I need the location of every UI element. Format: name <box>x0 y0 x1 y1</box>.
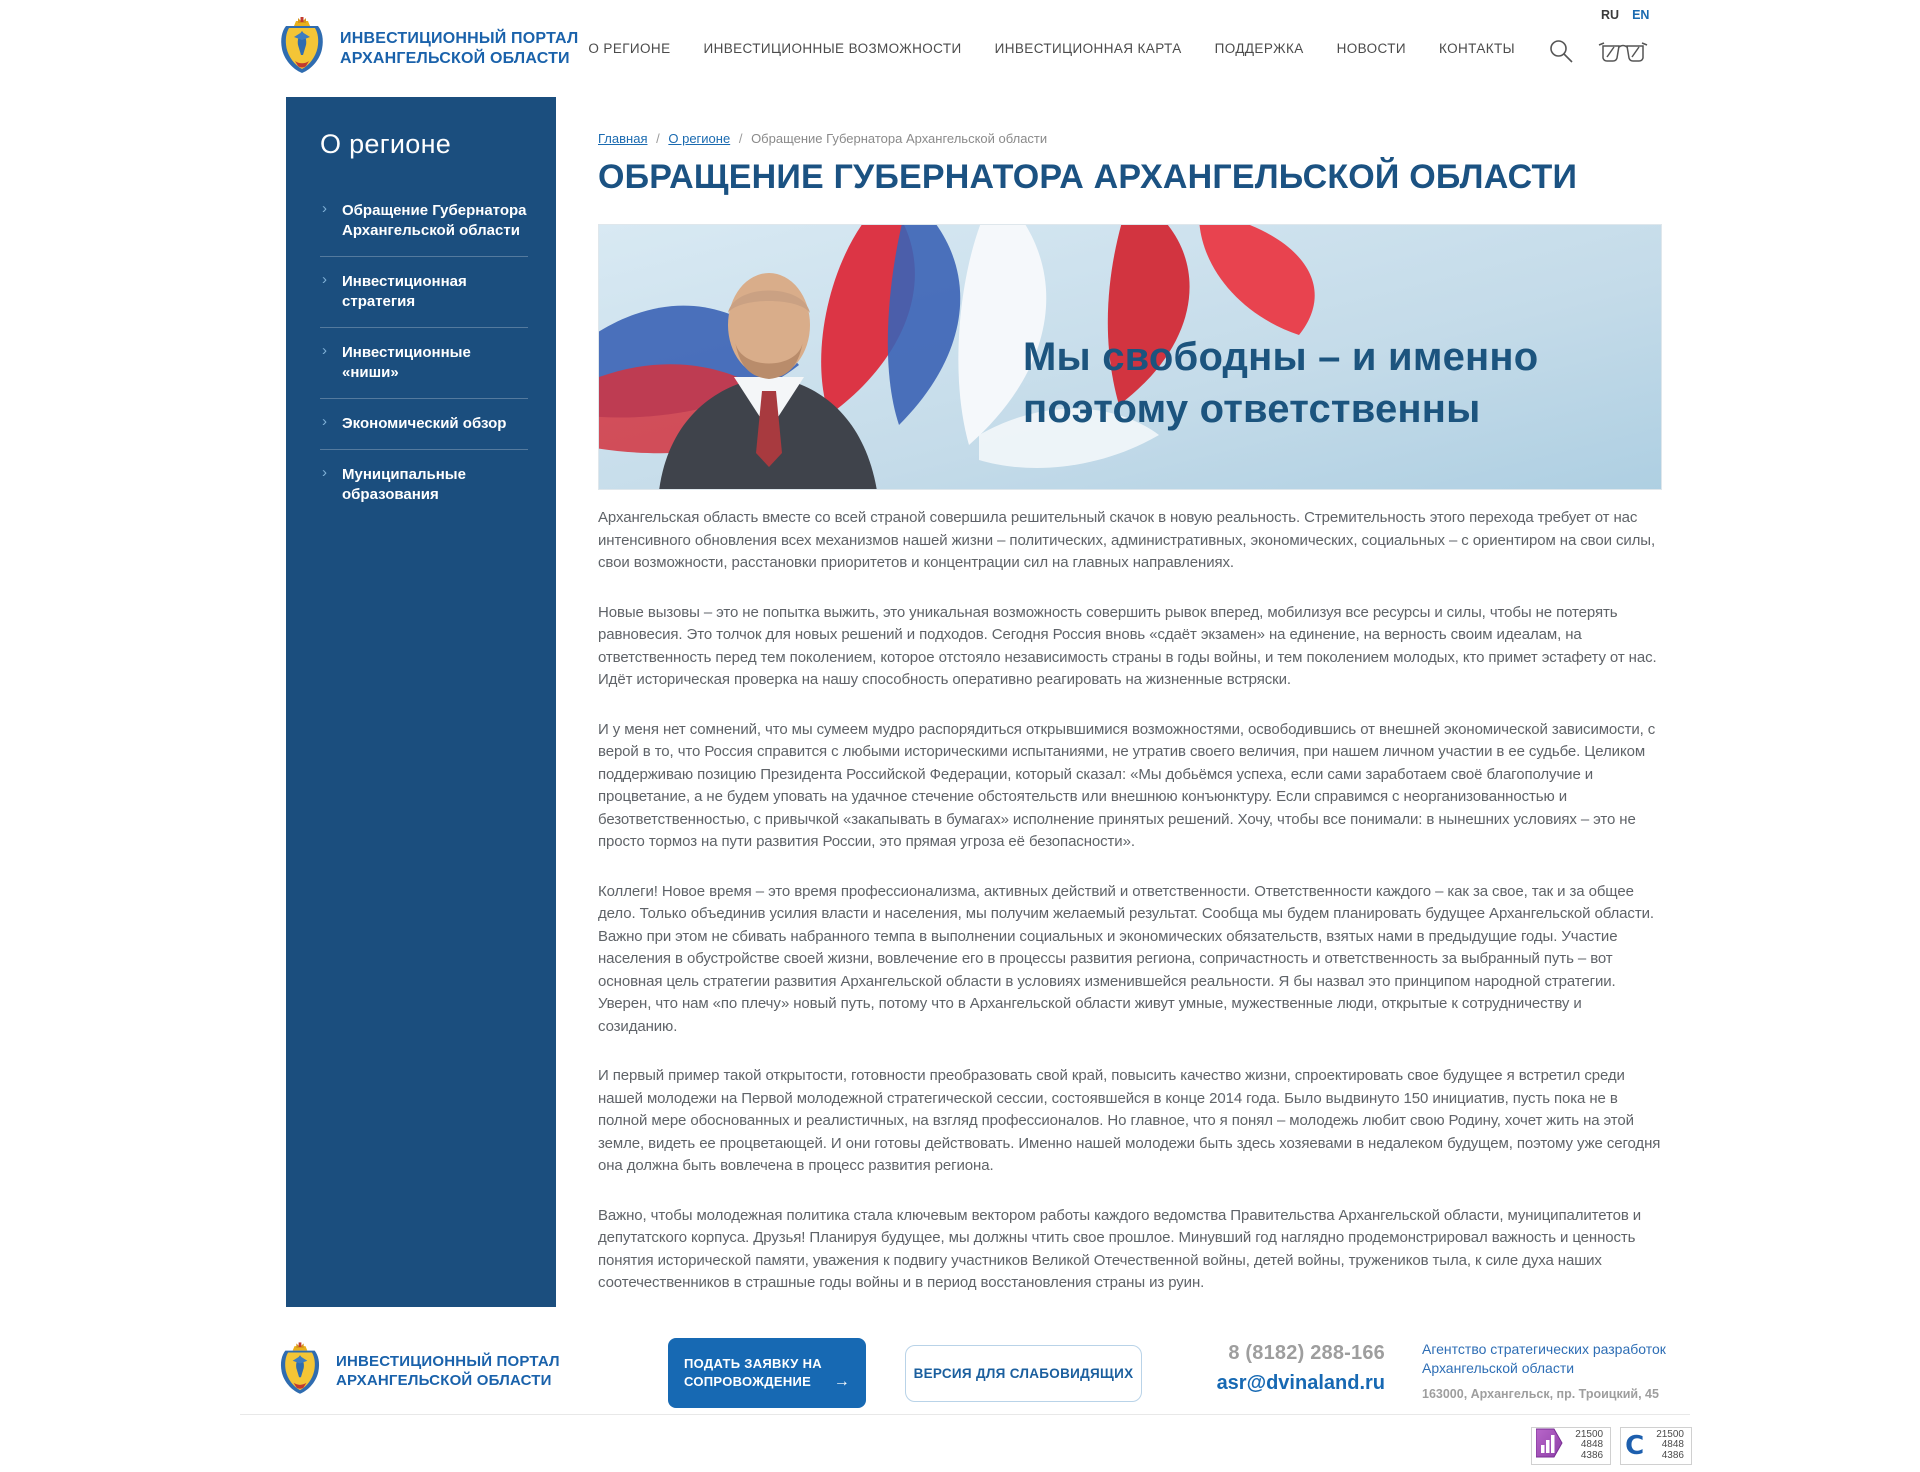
footer-divider <box>240 1414 1690 1415</box>
sidebar-item-economic-overview[interactable] <box>320 398 528 449</box>
paragraph: И у меня нет сомнений, что мы сумеем мудро распорядиться открывшимися возможностями, освободившись от внешней экономической зависимости, с верой в то, что Россия справится с любыми историческими испытаниями, не утратив своего величия, при нашем личном участии в ее судьбе. Целиком поддерживаю позицию Президента Российской Федерации, который сказал: «Мы добьёмся успеха, если сами заработаем своё благополучие и процветание, а не будем уповать на удачное стечение обстоятельств или внешнюю конъюнктуру. Если справимся с неорганизованностью и безответственностью, с привычкой «закапывать в бумагах» исполнение принятых решений. Хочу, чтобы все понимали: в нынешних условиях – это не просто тормоз на пути развития России, это прямая угроза её безопасности». <box>598 720 1656 850</box>
liveinternet-counter-badge[interactable] <box>1531 1427 1611 1465</box>
site-logo[interactable] <box>278 17 578 80</box>
site-footer <box>0 1322 1920 1472</box>
sidebar-item-governor-address[interactable] <box>320 186 528 256</box>
chevron-right-icon: › <box>322 464 327 481</box>
lang-en-button[interactable]: EN <box>1632 8 1650 22</box>
lang-ru-button[interactable]: RU <box>1601 8 1620 22</box>
breadcrumb-separator: / <box>738 131 743 146</box>
apply-for-support-button[interactable] <box>668 1338 866 1408</box>
quote-line2: поэтому ответственны <box>1023 387 1481 431</box>
breadcrumb-separator: / <box>656 131 660 146</box>
coat-of-arms-icon <box>278 1342 322 1401</box>
sputnik-counter-badge[interactable] <box>1620 1427 1692 1465</box>
paragraph: Архангельская область вместе со всей страной совершила решительный скачок в новую реальность. Стремительность этого перехода требует от нас интенсивного обновления всех механизмов нашей жизни – политических, административных, экономических, социальных – с ориентиром на свои силы, свои возможности, расстановки приоритетов и концентрации сил на главных направлениях. <box>598 509 1656 571</box>
footer-address: 163000, Архангельск, пр. Троицкий, 45 <box>1422 1386 1659 1401</box>
nav-item-region[interactable]: О РЕГИОНЕ <box>588 41 671 56</box>
visit-counters <box>1531 1427 1692 1465</box>
counter-value: 21500 <box>1575 1428 1604 1440</box>
footer-email-link[interactable]: asr@dvinaland.ru <box>1216 1371 1385 1394</box>
counter-value: 4848 <box>1661 1439 1684 1451</box>
sidebar-item-label: Инвестиционные «ниши» <box>342 344 471 381</box>
counter-value: 4386 <box>1661 1449 1684 1461</box>
sidebar-title: О регионе <box>320 129 452 159</box>
sidebar-item-municipalities[interactable] <box>320 449 528 520</box>
brand-title-line1: ИНВЕСТИЦИОННЫЙ ПОРТАЛ <box>336 1353 560 1370</box>
visually-impaired-version-button[interactable]: ВЕРСИЯ ДЛЯ СЛАБОВИДЯЩИХ <box>905 1345 1142 1402</box>
nav-item-support[interactable]: ПОДДЕРЖКА <box>1214 41 1304 56</box>
paragraph: Важно, чтобы молодежная политика стала ключевым вектором работы каждого ведомства Правительства Архангельской области, муниципалитетов и депутатского корпуса. Друзья! Планируя будущее, мы должны чтить свое прошлое. Минувший год наглядно продемонстрировал важность и ценность понятия исторической памяти, уважения к подвигу участников Великой Отечественной войны, детей войны, тружеников тыла, к силе духа наших соотечественников в страшные годы войны и в период восстановления страны из руин. <box>598 1206 1642 1291</box>
coat-of-arms-icon <box>278 17 326 80</box>
arrow-right-icon: → <box>833 1372 850 1390</box>
agency-name-line1[interactable]: Агентство стратегических разработок <box>1422 1340 1666 1357</box>
governor-quote <box>1023 331 1538 435</box>
quote-line1: Мы свободны – и именно <box>1023 335 1539 379</box>
breadcrumb-section-link[interactable]: О регионе <box>668 131 731 146</box>
sidebar-item-label: Обращение Губернатора Архангельской области <box>342 202 527 239</box>
nav-item-news[interactable]: НОВОСТИ <box>1336 41 1406 56</box>
governor-address-text <box>598 490 1662 1295</box>
paragraph: И первый пример такой открытости, готовности преобразовать свой край, повысить качество жизни, спроектировать свое будущее я встретил среди нашей молодежи на Первой молодежной стратегической сессии, состоявшейся в конце 2014 года. Было выдвинуто 150 инициатив, пусть пока не в полной мере обоснованных и реалистичных, на взгляд профессионалов. Но главное, что я понял – молодежь любит свою Родину, хочет жить на этой земле, видеть ее процветающей. И они готовы действовать. Именно нашей молодежи быть здесь хозяевами в недалеком будущем, поэтому уже сегодня она должна быть вовлечена в процесс развития региона. <box>598 1067 1661 1174</box>
sidebar-item-label: Муниципальные образования <box>342 466 466 503</box>
chevron-right-icon: › <box>322 413 327 430</box>
paragraph: Новые вызовы – это не попытка выжить, это уникальная возможность совершить рывок вперед, мобилизуя все ресурсы и силы, чтобы не потерять равновесия. Это толчок для новых решений и подходов. Сегодня Россия вновь «сдаёт экзамен» на единение, на верность своим идеалам, на ответственность перед тем поколением, которое отстояло независимость страны в годы войны, и тем поколением молодых, кто примет эстафету от нас. Идёт историческая проверка на нашу способность оперативно реагировать на жизненные встряски. <box>598 603 1657 688</box>
footer-logo[interactable] <box>278 1342 560 1401</box>
apply-button-line2: СОПРОВОЖДЕНИЕ <box>684 1373 812 1389</box>
page-title: ОБРАЩЕНИЕ ГУБЕРНАТОРА АРХАНГЕЛЬСКОЙ ОБЛАСТИ <box>598 158 1578 196</box>
brand-title-line1: ИНВЕСТИЦИОННЫЙ ПОРТАЛ <box>340 29 579 47</box>
sidebar-region-menu <box>286 97 556 1307</box>
main-layout <box>0 97 1920 1322</box>
search-icon[interactable] <box>1548 38 1574 64</box>
nav-item-contacts[interactable]: КОНТАКТЫ <box>1438 41 1515 56</box>
sputnik-c-icon: C <box>1625 1430 1645 1461</box>
footer-agency <box>1422 1340 1682 1401</box>
footer-contacts <box>1165 1342 1385 1395</box>
apply-button-line1: ПОДАТЬ ЗАЯВКУ НА <box>684 1355 822 1371</box>
page-content <box>598 97 1662 1322</box>
brand-title-line2: АРХАНГЕЛЬСКОЙ ОБЛАСТИ <box>340 49 570 67</box>
footer-phone: 8 (8182) 288-166 <box>1228 1341 1385 1364</box>
breadcrumb-current: Обращение Губернатора Архангельской области <box>751 131 1048 146</box>
site-header <box>0 0 1920 97</box>
chevron-right-icon: › <box>322 271 327 288</box>
nav-item-opportunities[interactable]: ИНВЕСТИЦИОННЫЕ ВОЗМОЖНОСТИ <box>703 41 962 56</box>
breadcrumb-home-link[interactable]: Главная <box>598 131 648 146</box>
sidebar-item-investment-niches[interactable] <box>320 327 528 398</box>
counter-value: 4848 <box>1580 1439 1604 1451</box>
sidebar-item-label: Экономический обзор <box>342 415 507 432</box>
sidebar-item-investment-strategy[interactable] <box>320 256 528 327</box>
counter-value: 21500 <box>1656 1428 1684 1440</box>
paragraph: Коллеги! Новое время – это время профессионализма, активных действий и ответственности. Ответственности каждого – как за свое, так и за общее дело. Только объединив усилия власти и населения, мы получим желаемый результат. Сообща мы будем планировать будущее Архангельской области. Важно при этом не сбивать набранного темпа в выполнении социальных и экономических обязательств, взятых нами в предыдущие годы. Участие населения в обустройстве своей жизни, вовлечение его в процессы развития региона, сопричастность и ответственность за выбранный путь – вот основная цель стратегии развития Архангельской области в условиях изменившейся реальности. Я бы назвал это принципом народной стратегии. Уверен, что нам «по плечу» новый путь, потому что в Архангельской области живут умные, мужественные люди, открытые к сотрудничеству и созиданию. <box>598 882 1654 1035</box>
brand-title-line2: АРХАНГЕЛЬСКОЙ ОБЛАСТИ <box>336 1372 552 1389</box>
agency-name-line2[interactable]: Архангельской области <box>1422 1359 1575 1376</box>
accessibility-glasses-icon[interactable] <box>1597 41 1649 63</box>
chevron-right-icon: › <box>322 342 327 359</box>
governor-hero-banner <box>598 224 1662 490</box>
language-switcher <box>1601 8 1649 22</box>
chevron-right-icon: › <box>322 200 327 217</box>
sidebar-item-label: Инвестиционная стратегия <box>342 273 467 310</box>
breadcrumb <box>598 131 1662 146</box>
nav-item-map[interactable]: ИНВЕСТИЦИОННАЯ КАРТА <box>994 41 1182 56</box>
counter-value: 4386 <box>1580 1449 1604 1461</box>
liveinternet-bars-icon <box>1536 1428 1563 1463</box>
main-nav <box>588 0 1515 97</box>
